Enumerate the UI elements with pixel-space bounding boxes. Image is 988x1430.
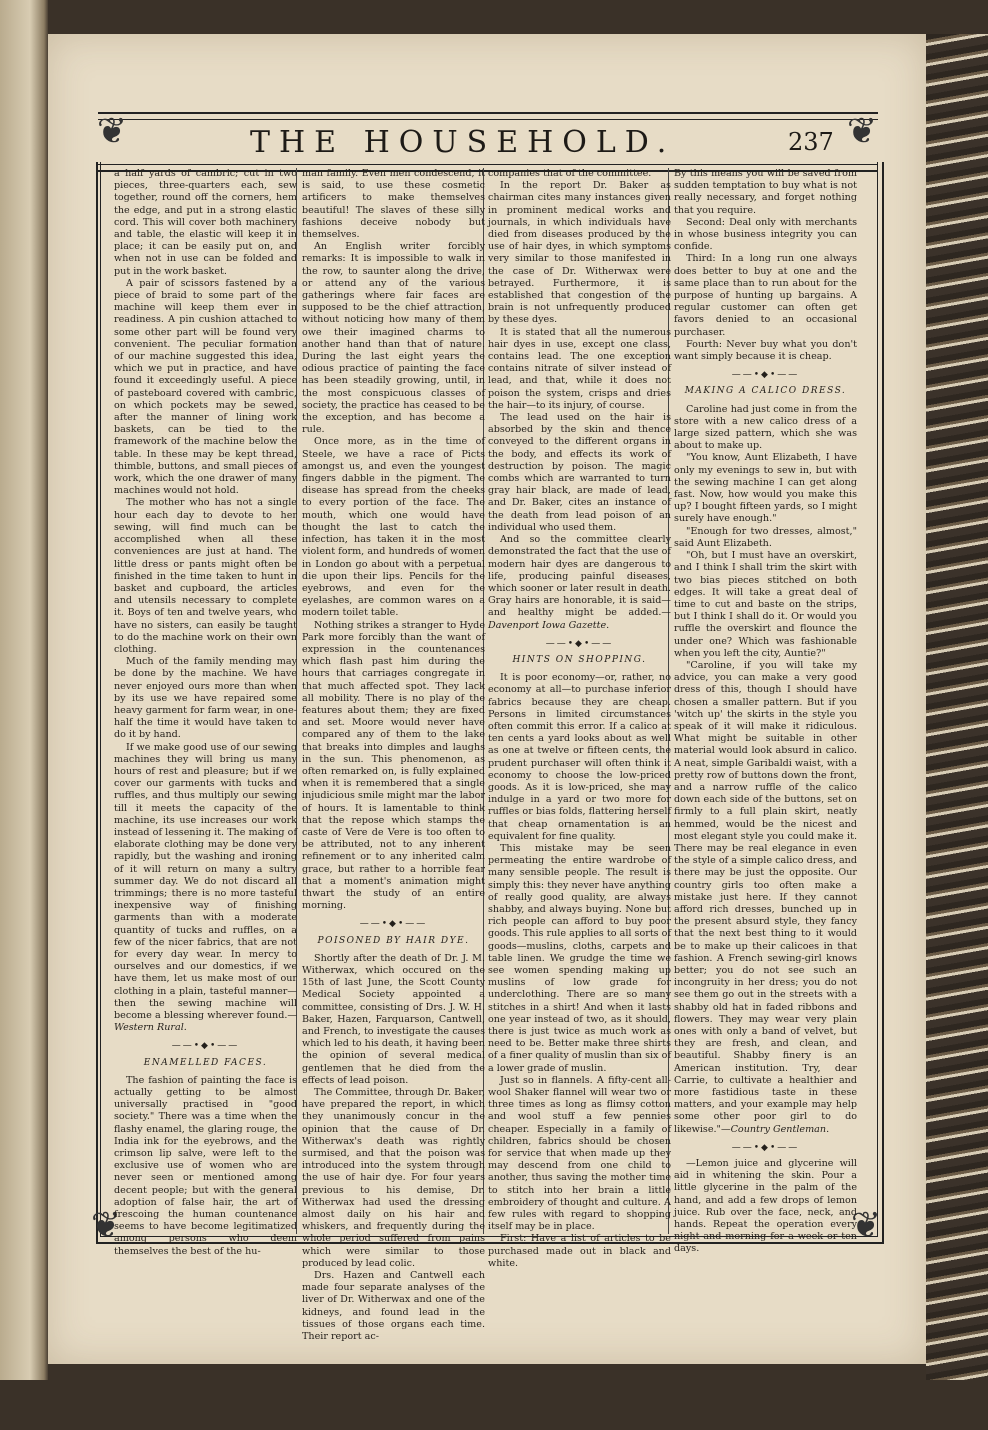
section-title: HINTS ON SHOPPING.	[512, 654, 647, 665]
paragraph: Nothing strikes a stranger to Hyde Park more forcibly than the want of expression in the countenances which flash past him during the hours that carriages congregate in that much affected spot. They lack all mobility. There is no play of the features about them; they are fixed and set. Moore would never have compared any of them to the lake that breaks into dimples and laughs in the sun. This phenomenon, as often remarked on, is fully explained when it is remembered that a single injudicious smile might mar the labor of hours. It is lamentable to think that the repose which stamps the caste of Vere de Vere is too often to be attributed, not to any inherent refinement or to any inherited calm grace, but rather to a horrible fear that a moment's animation might thwart the study of an entire morning.	[302, 619, 485, 912]
page-number: 237	[788, 128, 834, 156]
paragraph-text: And so the committee clearly demonstrated the fact that the use of modern hair dyes are dangerous to life, producing painful diseases, which sooner or later result in death. Gray hairs are honorable, it is said—and healthy might be added.—	[488, 534, 671, 619]
section-title: POISONED BY HAIR DYE.	[317, 935, 470, 946]
paragraph: First: Have a list of articles to be purchased made out in black and white.	[488, 1233, 671, 1269]
adjacent-page-text	[0, 0, 36, 1430]
paragraph: The Committee, through Dr. Baker, have prepared the report, in which they unanimously concur in the opinion that the cause of Dr. Witherwax's death was rightly surmised, and that the poison was introduced into the system through the use of hair dye. For four years previous to his demise, Dr. Witherwax had used the dressing almost daily on his hair and whiskers, and frequently during the whole period suffered from pains which were similar to those produced by lead colic.	[302, 1087, 485, 1269]
section-ornament: ——•◆•——	[359, 919, 428, 930]
paragraph: By this means you will be saved from sudden temptation to buy what is not really necessary, and forget nothing that you require.	[674, 168, 857, 216]
paragraph-text: "Caroline, if you will take my advice, you can make a very good dress of this, though I should have chosen a smaller pattern. But if you 'witch up' the skirts in the style you speak of it will make it ridiculous. What might be suitable in other material would look absurd in calico. A neat, simple Garibaldi waist, with a pretty row of buttons down the front, and a narrow ruffle of the calico down each side of the buttons, set on firmly to a full plain skirt, neatly hemmed, would be the nicest and most elegant style you could make it. There may be real elegance in even the style of a simple calico dress, and there may be just the opposite. Our country girls too often make a mistake just here. If they cannot afford rich dresses, bunched up in the present absurd style, they fancy that the next best thing to it would be to make up their calicoes in that fashion. A French sewing-girl knows better; you do not see such an incongruity in her dress; you do not see them go out in the streets with a shabby old hat in faded ribbons and flowers. They may wear very plain ones with only a band of velvet, but they are fresh, and clean, and beautiful. Shabby finery is an American institution. Try, dear Carrie, to cultivate a healthier and more fastidious taste in these matters, and your example may help some other poor girl to do likewise."—	[674, 659, 857, 1135]
section-ornament: ——•◆•——	[545, 638, 614, 649]
paragraph: Second: Deal only with merchants in whose business integrity you can confide.	[674, 216, 857, 253]
paragraph	[114, 742, 297, 1035]
paragraph-text: If we make good use of our sewing machines they will bring us many hours of rest and pleasure; but if we cover our garments with tucks and ruffles, and thus multiply our sewing till it meets the capacity of the machine, its use increases our work instead of lessening it. The making of elaborate clothing may be done very rapidly, but the washing and ironing of it will return on many a sultry summer day. We do not discard all trimmings; there is no more tasteful inexpensive way of finishing garments than with a moderate quantity of tucks and ruffles, on a few of the nicer fabrics, that are not for every day wear. In mercy to ourselves and our domestics, if we have them, let us make most of our clothing in a plain, tasteful manner—then the sewing machine will become a blessing wherever found.—	[114, 741, 297, 1022]
column-3	[488, 168, 671, 1269]
section-title: ENAMELLED FACES.	[143, 1057, 268, 1068]
paragraph: "You know, Aunt Elizabeth, I have only my evenings to sew in, but with the sewing machine I can get along fast. Now, how would you make this up? I bought fifteen yards, so I might surely have enough."	[674, 452, 857, 525]
paragraph: It is stated that all the numerous hair dyes in use, except one class, contains lead. The one exception contains nitrate of silver instead of lead, and that, while it does not poison the system, crisps and dries the hair—to its injury, of course.	[488, 326, 671, 411]
paragraph: An English writer forcibly remarks: It is impossible to walk in the row, to saunter along the drive, or attend any of the various gatherings where fair faces are supposed to be the chief attraction, without noticing how many of them owe their imagined charms to another hand than that of nature. During the last eight years the odious practice of painting the face has been steadily growing, until, in the most conspicuous classes of society, the practice has ceased to be the exception, and has become a rule.	[302, 241, 485, 436]
paragraph	[488, 534, 671, 632]
paragraph: This mistake may be seen permeating the entire wardrobe of many sensible people. The result is simply this: they never have anything of really good quality, are always shabby, and always buying. None but rich people can afford to buy poor goods. This rule applies to all sorts of goods—muslins, cloths, carpets and table linen. We grudge the time we see women spending making up muslins of low grade for underclothing. There are so many stitches in a shirt! And when it lasts one year instead of two, as it should, there is just twice as much work as need to be. Better make three shirts of a finer quality of muslin than six of a lower grade of muslin.	[488, 842, 671, 1074]
paragraph: Third: In a long run one always does better to buy at one and the same place than to run about for the purpose of hunting up bargains. A regular customer can often get favors denied to an occasional purchaser.	[674, 253, 857, 338]
column-2	[302, 168, 485, 1343]
paragraph: Drs. Hazen and Cantwell each made four separate analyses of the liver of Dr. Witherwax and one of the kidneys, and found lead in the tissues of those organs each time. Their report ac-	[302, 1270, 485, 1343]
paragraph: Caroline had just come in from the store with a new calico dress of a large sized pattern, which she was about to make up.	[674, 403, 857, 452]
attribution: Davenport Iowa Gazette.	[488, 619, 610, 631]
section-title: MAKING A CALICO DRESS.	[684, 386, 847, 397]
corner-ornament-bottom-left: ❦	[90, 1205, 122, 1246]
paragraph: man family. Even men condescend, it is said, to use these cosmetic artificers to make themselves beautiful! The slaves of these silly fashions deceive nobody but themselves.	[302, 168, 485, 241]
column-1	[114, 168, 297, 1257]
paragraph: Just so in flannels. A fifty-cent all-wool Shaker flannel will wear two or three times as long as flimsy cotton and wool stuff a few pennies cheaper. Especially in a family of children, fabrics should be chosen for service that when made up they may descend from one child to another, thus saving the mother time to stitch into her brain a little embroidery of thought and culture. A few rules with regard to shopping itself may be in place.	[488, 1074, 671, 1233]
paragraph	[674, 660, 857, 1136]
masthead-title: THE HOUSEHOLD.	[250, 125, 676, 160]
paragraph: Much of the family mending may be done by the machine. We have never enjoyed ours more than when by its use we have repaired some heavy garment for farm wear, in one-half the time it would have taken to do it by hand.	[114, 656, 297, 741]
paragraph: Shortly after the death of Dr. J. M. Witherwax, which occured on the 15th of last June, the Scott County Medical Society appointed a committee, consisting of Drs. J. W. H. Baker, Hazen, Farquarson, Cantwell, and French, to investigate the causes which led to his death, it having been the opinion of several medical gentlemen that he died from the effects of lead poison.	[302, 952, 485, 1086]
paragraph: A pair of scissors fastened by a piece of braid to some part of the machine will keep them ever in readiness. A pin cushion attached to some other part will be found very convenient. The peculiar formation of our machine suggested this idea, which we put in practice, and have found it exceedingly useful. A piece of pasteboard covered with cambric, on which pockets may be sewed, after the manner of lining work baskets, can be tied to the framework of the machine below the table. In these may be kept thread, thimble, buttons, and small pieces of work, which the one drawer of many machines would not hold.	[114, 277, 297, 497]
paragraph: Fourth: Never buy what you don't want simply because it is cheap.	[674, 338, 857, 363]
paragraph: It is poor economy—or, rather, no economy at all—to purchase inferior fabrics because they are cheap. Persons in limited circumstances often commit this error. If a calico at ten cents a yard looks about as well as one at twelve or fifteen cents, the prudent purchaser will often think it economy to choose the low-priced goods. As it is low-priced, she may indulge in a yard or two more for ruffles or bias folds, flattering herself that cheap ornamentation is an equivalent for fine quality.	[488, 672, 671, 842]
section-ornament: ——•◆•——	[731, 1142, 800, 1153]
paragraph: In the report Dr. Baker as chairman cites many instances given in prominent medical works and journals, in which individuals have died from diseases produced by the use of hair dyes, in which symptoms very similar to those manifested in the case of Dr. Witherwax were betrayed. Furthermore, it is established that congestion of the brain is not unfrequently produced by these dyes.	[488, 180, 671, 326]
adjacent-page-edge	[0, 0, 48, 1380]
paragraph: companies that of the committee.	[488, 168, 652, 179]
paragraph: —Lemon juice and glycerine will aid in whitening the skin. Pour a little glycerine in the palm of the hand, and add a few drops of lemon juice. Rub over the face, neck, and hands. Repeat the operation every night and morning for a week or ten days.	[674, 1158, 857, 1255]
corner-ornament-bottom-right: ❦	[850, 1205, 882, 1246]
marbled-cover-edge	[926, 34, 988, 1380]
section-ornament: ——•◆•——	[731, 370, 800, 381]
paragraph: "Enough for two dresses, almost," said Aunt Elizabeth.	[674, 525, 857, 549]
paragraph: Once more, as in the time of Steele, we have a race of Picts amongst us, and even the youngest fingers dabble in the pigment. The disease has spread from the cheeks to every portion of the face. The mouth, which one would have thought the last to catch the infection, has taken it in the most violent form, and hundreds of women in London go about with a perpetual die upon their lips. Pencils for the eyebrows, and even for the eyelashes, are common wares on a modern toilet table.	[302, 436, 485, 619]
paragraph: The mother who has not a single hour each day to devote to her sewing, will find much can be accomplished when all these conveniences are just at hand. The little dress or pants might often be finished in the time taken to hunt in basket and cupboard, the articles and utensils necessary to complete it. Boys of ten and twelve years, who have no sisters, can easily be taught to do the machine work on their own clothing.	[114, 497, 297, 655]
paragraph: "Oh, but I must have an overskirt, and I think I shall trim the skirt with two bias pieces stitched on both edges. It will take a great deal of time to cut and baste on the strips, but I think I shall do it. Or would you ruffle the overskirt and flounce the under one? Which was fashionable when you left the city, Auntie?"	[674, 550, 857, 659]
attribution: Country Gentleman.	[730, 1123, 830, 1135]
paragraph: The fashion of painting the face is actually getting to be almost universally practised in "good society." There was a time when the flashy enamel, the glaring rouge, the India ink for the eyebrows, and the crimson lip salve, were left to the exclusive use of women who are never seen or mentioned among decent people; but with the general adoption of false hair, the art of frescoing the human countenance seems to have become legitimatized among persons who deem themselves the best of the hu-	[114, 1074, 297, 1257]
section-ornament: ——•◆•——	[171, 1041, 240, 1052]
attribution: Western Rural.	[114, 1022, 187, 1034]
paragraph: a half yards of cambric; cut in two pieces, three-quarters each, sew together, round off the corners, hem the edge, and put in a strong elastic cord. This will cover both machinery and table, the elastic will keep it in place; it can be easily put on, and when not in use can be folded and put in the work basket.	[114, 168, 297, 277]
paragraph: The lead used on the hair is absorbed by the skin and thence conveyed to the different organs in the body, and effects its work of destruction by poison. The magic combs which are warranted to turn gray hair black, are made of lead, and Dr. Baker, cites an instance of the death from lead poison of an individual who used them.	[488, 412, 671, 533]
corner-ornament-top-left: ❦	[96, 111, 128, 152]
corner-ornament-top-right: ❦	[846, 111, 878, 152]
column-4	[674, 168, 857, 1255]
